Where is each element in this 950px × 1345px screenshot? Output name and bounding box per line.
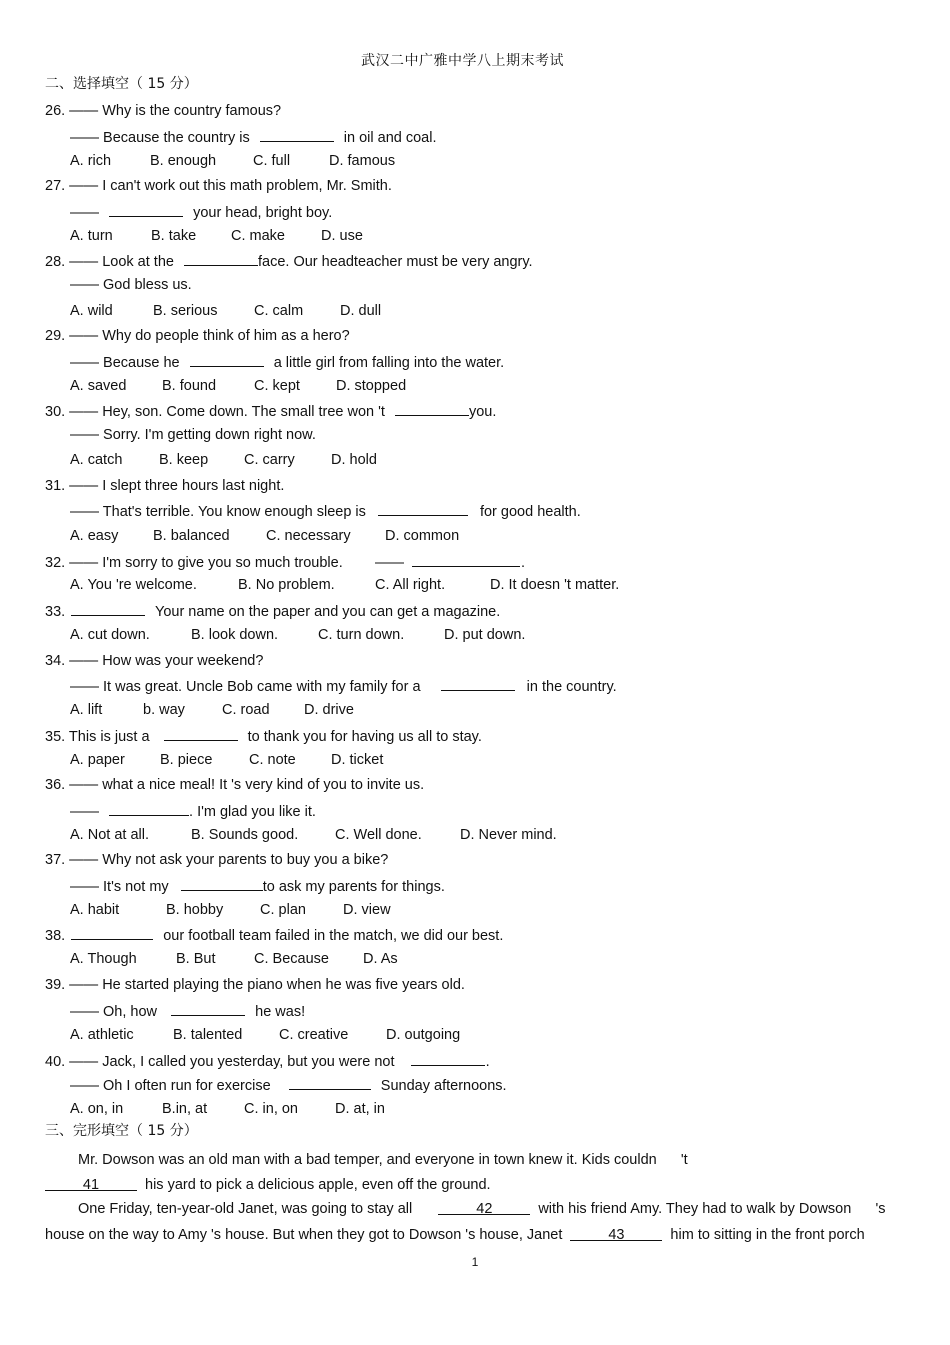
q31-question: 31. —— I slept three hours last night.: [45, 478, 285, 494]
q32-question: [45, 552, 525, 572]
q37-option-c: C. plan: [260, 902, 306, 918]
q36-options: [70, 826, 557, 844]
q32-option-d: D. It doesn 't matter.: [490, 577, 620, 593]
q39-answer-text-b: he was!: [255, 1004, 306, 1020]
passage-line-1-text: Mr. Dowson was an old man with a bad temper, and everyone in town knew it. Kids couldn: [78, 1152, 657, 1168]
q34-answer-text-b: in the country.: [526, 679, 617, 695]
q31-options: [70, 527, 459, 545]
q31-answer-text-b: for good health.: [479, 504, 581, 520]
q39-option-a: A. athletic: [70, 1027, 134, 1043]
q38-number: 38.: [45, 928, 66, 944]
q40-blank-2[interactable]: [289, 1075, 371, 1090]
q33-option-a: A. cut down.: [70, 627, 150, 643]
q29-option-c: C. kept: [254, 378, 300, 394]
q31-option-a: A. easy: [70, 528, 119, 544]
q31-answer-line: [70, 501, 581, 521]
q40-question: [45, 1051, 490, 1071]
q26-option-a: A. rich: [70, 153, 112, 169]
q32-option-a: A. You 're welcome.: [70, 577, 197, 593]
q35-option-d: D. ticket: [331, 752, 384, 768]
q39-options: [70, 1026, 460, 1044]
q27-answer-text-b: your head, bright boy.: [193, 205, 333, 221]
q39-answer-text-a: —— Oh, how: [70, 1004, 158, 1020]
q33-option-b: B. look down.: [191, 627, 279, 643]
q34-answer-text-a: —— It was great. Uncle Bob came with my family for a: [70, 679, 421, 695]
q36-option-b: B. Sounds good.: [191, 827, 299, 843]
q32-blank[interactable]: [412, 552, 520, 567]
q26-option-c: C. full: [253, 153, 291, 169]
q34-option-c: C. road: [222, 702, 270, 718]
q30-option-a: A. catch: [70, 452, 123, 468]
q37-option-d: D. view: [343, 902, 391, 918]
q29-answer-text-b: a little girl from falling into the water.: [273, 355, 505, 371]
q36-option-d: D. Never mind.: [460, 827, 557, 843]
q34-question: 34. —— How was your weekend?: [45, 653, 264, 669]
q30-options: [70, 451, 377, 469]
q29-answer-line: [70, 352, 504, 372]
q38-options: [70, 950, 398, 968]
q40-answer-line: [70, 1075, 507, 1095]
q34-answer-line: [70, 676, 617, 696]
q28-answer-line: —— God bless us.: [70, 277, 192, 293]
q30-option-d: D. hold: [331, 452, 377, 468]
q34-options: [70, 701, 354, 719]
q26-answer-text-a: —— Because the country is: [70, 130, 250, 146]
q34-option-a: A. lift: [70, 702, 103, 718]
q37-answer-text-b: to ask my parents for things.: [262, 879, 445, 895]
q31-answer-text-a: —— That's terrible. You know enough sleep is: [70, 504, 366, 520]
section-2-heading: 二、选择填空（ 15 分）: [45, 76, 198, 92]
q36-option-a: A. Not at all.: [70, 827, 149, 843]
q35-question: [45, 726, 482, 746]
q40-question-text-b: .: [485, 1054, 490, 1070]
q38-option-b: B. But: [176, 951, 216, 967]
q33-blank[interactable]: [71, 601, 145, 616]
q26-option-b: B. enough: [150, 153, 217, 169]
q27-option-d: D. use: [321, 228, 363, 244]
q31-blank[interactable]: [378, 501, 468, 516]
q37-option-b: B. hobby: [166, 902, 224, 918]
q33-options: [70, 626, 525, 644]
q35-question-text-b: to thank you for having us all to stay.: [247, 729, 482, 745]
q30-question-text-a: 30. —— Hey, son. Come down. The small tree won 't: [45, 404, 385, 420]
q33-option-c: C. turn down.: [318, 627, 405, 643]
q30-option-b: B. keep: [159, 452, 209, 468]
q37-blank[interactable]: [181, 876, 263, 891]
q36-question: 36. —— what a nice meal! It 's very kind of you to invite us.: [45, 777, 425, 793]
q30-blank[interactable]: [395, 401, 469, 416]
q35-option-a: A. paper: [70, 752, 125, 768]
q27-answer-text-a: ——: [70, 205, 99, 221]
q38-question-text: our football team failed in the match, we did our best.: [163, 928, 504, 944]
q28-option-a: A. wild: [70, 303, 113, 319]
q29-option-b: B. found: [162, 378, 217, 394]
cloze-blank-43[interactable]: 43: [570, 1226, 662, 1241]
q26-answer-line: [70, 127, 437, 147]
q36-answer-text-a: ——: [70, 804, 99, 820]
q36-blank[interactable]: [109, 801, 189, 816]
q38-option-a: A. Though: [70, 951, 137, 967]
q32-question-text-a: 32. —— I'm sorry to give you so much trouble.: [45, 555, 343, 571]
q29-question: 29. —— Why do people think of him as a hero?: [45, 328, 350, 344]
q39-question: 39. —— He started playing the piano when he was five years old.: [45, 977, 465, 993]
q27-question: 27. —— I can't work out this math problem, Mr. Smith.: [45, 178, 392, 194]
q40-answer-text-a: —— Oh I often run for exercise: [70, 1078, 271, 1094]
q36-answer-line: [70, 801, 316, 821]
q35-option-b: B. piece: [160, 752, 213, 768]
q28-option-d: D. dull: [340, 303, 382, 319]
q32-reply-dash: ——: [374, 555, 404, 571]
passage-line-4-text-a: house on the way to Amy 's house. But when they got to Dowson 's house, Janet: [45, 1227, 563, 1243]
q27-option-c: C. make: [231, 228, 285, 244]
q32-options: [70, 576, 619, 594]
q29-option-d: D. stopped: [336, 378, 407, 394]
q40-answer-text-b: Sunday afternoons.: [380, 1078, 507, 1094]
q31-option-d: D. common: [385, 528, 460, 544]
q30-answer-line: —— Sorry. I'm getting down right now.: [70, 427, 316, 443]
passage-line-2-text: his yard to pick a delicious apple, even off the ground.: [145, 1177, 491, 1193]
passage-line-1-apostrophe: 't: [680, 1152, 688, 1168]
q34-option-b: b. way: [143, 702, 185, 718]
q31-option-b: B. balanced: [153, 528, 230, 544]
q38-question: [45, 925, 503, 945]
passage-line-1: [78, 1151, 688, 1169]
page-title: 武汉二中广雅中学八上期末考试: [361, 53, 564, 69]
q26-options: [70, 152, 395, 170]
passage-line-4: [45, 1226, 865, 1244]
passage-line-3-text-b: with his friend Amy. They had to walk by Dowson: [538, 1201, 852, 1217]
q33-question-text: Your name on the paper and you can get a magazine.: [154, 604, 501, 620]
q26-question: 26. —— Why is the country famous?: [45, 103, 282, 119]
q37-answer-text-a: —— It's not my: [70, 879, 169, 895]
q30-option-c: C. carry: [244, 452, 295, 468]
q39-answer-line: [70, 1001, 305, 1021]
q30-question: [45, 401, 496, 421]
q31-option-c: C. necessary: [266, 528, 351, 544]
q27-options: [70, 227, 363, 245]
q40-option-c: C. in, on: [244, 1101, 298, 1117]
q35-question-text-a: 35. This is just a: [45, 729, 150, 745]
q40-question-text-a: 40. —— Jack, I called you yesterday, but you were not: [45, 1054, 395, 1070]
q27-option-a: A. turn: [70, 228, 113, 244]
q36-option-c: C. Well done.: [335, 827, 422, 843]
q35-blank[interactable]: [164, 726, 238, 741]
q37-options: [70, 901, 391, 919]
q40-blank[interactable]: [411, 1051, 485, 1066]
q40-options: [70, 1100, 385, 1118]
q37-answer-line: [70, 876, 445, 896]
q27-blank[interactable]: [109, 202, 183, 217]
q28-option-c: C. calm: [254, 303, 304, 319]
passage-line-3-text-a: One Friday, ten-year-old Janet, was going to stay all: [78, 1201, 413, 1217]
q32-option-b: B. No problem.: [238, 577, 335, 593]
passage-line-3: [78, 1200, 886, 1218]
q29-options: [70, 377, 406, 395]
q38-blank[interactable]: [71, 925, 153, 940]
q28-blank[interactable]: [184, 251, 258, 266]
q29-option-a: A. saved: [70, 378, 127, 394]
passage-line-3-text-c: 's: [875, 1201, 886, 1217]
q33-question: [45, 601, 500, 621]
q40-option-b: B.in, at: [162, 1101, 208, 1117]
q29-blank[interactable]: [190, 352, 264, 367]
q26-option-d: D. famous: [329, 153, 396, 169]
q28-option-b: B. serious: [153, 303, 218, 319]
q40-option-d: D. at, in: [335, 1101, 385, 1117]
page-number: 1: [471, 1255, 479, 1269]
q27-option-b: B. take: [151, 228, 197, 244]
q30-question-text-b: you.: [468, 404, 497, 420]
q29-answer-text-a: —— Because he: [70, 355, 180, 371]
section-3-heading: 三、完形填空（ 15 分）: [45, 1123, 198, 1139]
q26-blank[interactable]: [260, 127, 334, 142]
q35-options: [70, 751, 383, 769]
q40-option-a: A. on, in: [70, 1101, 124, 1117]
q28-question: [45, 251, 533, 271]
q27-answer-line: [70, 202, 332, 222]
q28-question-text-a: 28. —— Look at the: [45, 254, 174, 270]
q39-option-c: C. creative: [279, 1027, 349, 1043]
q36-answer-text-b: . I'm glad you like it.: [189, 804, 316, 820]
q39-blank[interactable]: [171, 1001, 245, 1016]
q39-option-b: B. talented: [173, 1027, 243, 1043]
q34-blank[interactable]: [441, 676, 515, 691]
q37-question: 37. —— Why not ask your parents to buy you a bike?: [45, 852, 389, 868]
q28-question-text-b: face. Our headteacher must be very angry.: [258, 254, 533, 270]
q32-option-c: C. All right.: [375, 577, 446, 593]
q34-option-d: D. drive: [304, 702, 354, 718]
q32-question-text-c: .: [520, 555, 526, 571]
passage-line-2: [45, 1176, 491, 1194]
cloze-blank-42[interactable]: 42: [438, 1200, 530, 1215]
q26-answer-text-b: in oil and coal.: [343, 130, 437, 146]
q35-option-c: C. note: [249, 752, 296, 768]
passage-line-4-text-b: him to sitting in the front porch: [670, 1227, 865, 1243]
q28-options: [70, 302, 381, 320]
q37-option-a: A. habit: [70, 902, 120, 918]
cloze-blank-41[interactable]: 41: [45, 1176, 137, 1191]
q38-option-d: D. As: [363, 951, 398, 967]
q39-option-d: D. outgoing: [386, 1027, 461, 1043]
q38-option-c: C. Because: [254, 951, 329, 967]
q33-option-d: D. put down.: [444, 627, 526, 643]
q33-number: 33.: [45, 604, 66, 620]
